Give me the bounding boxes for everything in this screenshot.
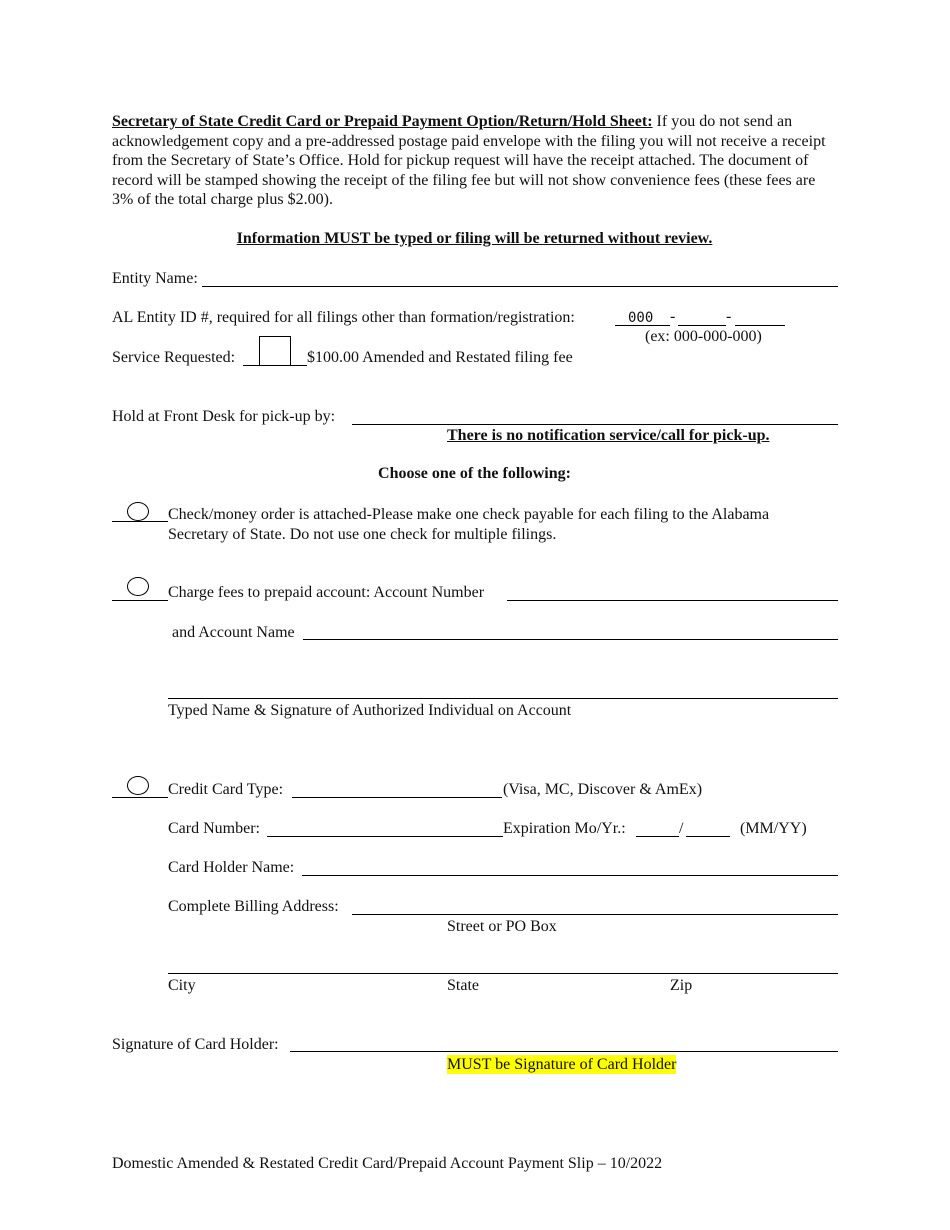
billing-city-state-zip-field[interactable] — [168, 973, 838, 974]
entity-name-label: Entity Name: — [112, 270, 198, 287]
intro-paragraph — [112, 112, 837, 210]
service-fee-label: $100.00 Amended and Restated filing fee — [307, 349, 573, 366]
option-prepaid-underline — [112, 600, 168, 601]
signature-notice: MUST be Signature of Card Holder — [447, 1056, 677, 1073]
intro-body: If you do not send an acknowledgement copy and a pre-addressed postage paid envelope with the filing you will not receive a receipt from the Secretary of State’s Office. Hold for pickup request will have the receipt attached. The document of record will be stamped showing the receipt of the filing fee but will not show convenience fees (these fees are 3% of the total charge plus $2.00). — [112, 113, 826, 209]
entity-id-part1-value: 000 — [628, 310, 654, 326]
hold-notice: There is no notification service/call for pick-up. — [447, 427, 770, 444]
typed-notice: Information MUST be typed or filing will be returned without review. — [236, 230, 713, 247]
expiration-separator: / — [679, 820, 684, 837]
billing-address-label: Complete Billing Address: — [168, 898, 339, 915]
zip-caption: Zip — [670, 977, 693, 994]
hold-field[interactable] — [352, 424, 838, 425]
intro-heading: Secretary of State Credit Card or Prepaid Payment Option/Return/Hold Sheet: — [112, 113, 653, 130]
option-check-text-2: Secretary of State. Do not use one check for multiple filings. — [168, 526, 557, 543]
authorized-signature-caption: Typed Name & Signature of Authorized Individual on Account — [168, 702, 572, 719]
entity-id-example: (ex: 000-000-000) — [645, 328, 762, 345]
card-holder-signature-label: Signature of Card Holder: — [112, 1036, 279, 1053]
option-check-text-1: Check/money order is attached-Please make one check payable for each filing to the Alabama — [168, 506, 770, 523]
expiration-hint: (MM/YY) — [740, 820, 807, 837]
account-name-label: and Account Name — [172, 624, 295, 641]
option-check-underline — [112, 521, 168, 522]
account-number-field[interactable] — [507, 600, 838, 601]
entity-id-part3-field[interactable] — [735, 325, 785, 326]
option-prepaid-radio[interactable] — [127, 577, 149, 596]
account-number-label: Charge fees to prepaid account: Account Number — [168, 584, 485, 601]
holder-name-label: Card Holder Name: — [168, 859, 295, 876]
hold-label: Hold at Front Desk for pick-up by: — [112, 408, 336, 425]
entity-id-part2-field[interactable] — [678, 325, 726, 326]
option-check-radio[interactable] — [127, 502, 149, 521]
option-card-underline — [112, 797, 168, 798]
card-type-field[interactable] — [292, 797, 502, 798]
entity-id-label: AL Entity ID #, required for all filings other than formation/registration: — [112, 309, 575, 326]
choose-heading: Choose one of the following: — [378, 465, 571, 482]
expiration-year-field[interactable] — [686, 836, 730, 837]
service-checkbox[interactable] — [259, 336, 291, 366]
card-holder-signature-field[interactable] — [290, 1051, 838, 1052]
entity-id-dash-2: - — [726, 308, 732, 325]
card-type-hint: (Visa, MC, Discover & AmEx) — [503, 781, 703, 798]
entity-id-dash-1: - — [670, 308, 676, 325]
card-number-label: Card Number: — [168, 820, 260, 837]
street-caption: Street or PO Box — [447, 918, 557, 935]
entity-name-field[interactable] — [202, 286, 838, 287]
holder-name-field[interactable] — [302, 875, 838, 876]
authorized-signature-field[interactable] — [168, 698, 838, 699]
service-label: Service Requested: — [112, 349, 236, 366]
footer-text: Domestic Amended & Restated Credit Card/Prepaid Account Payment Slip – 10/2022 — [112, 1155, 663, 1172]
option-card-radio[interactable] — [127, 776, 149, 795]
card-type-label: Credit Card Type: — [168, 781, 284, 798]
expiration-month-field[interactable] — [636, 836, 679, 837]
expiration-label: Expiration Mo/Yr.: — [503, 820, 626, 837]
city-caption: City — [168, 977, 196, 994]
account-name-field[interactable] — [303, 639, 838, 640]
billing-street-field[interactable] — [352, 914, 838, 915]
card-number-field[interactable] — [267, 836, 503, 837]
state-caption: State — [447, 977, 479, 994]
